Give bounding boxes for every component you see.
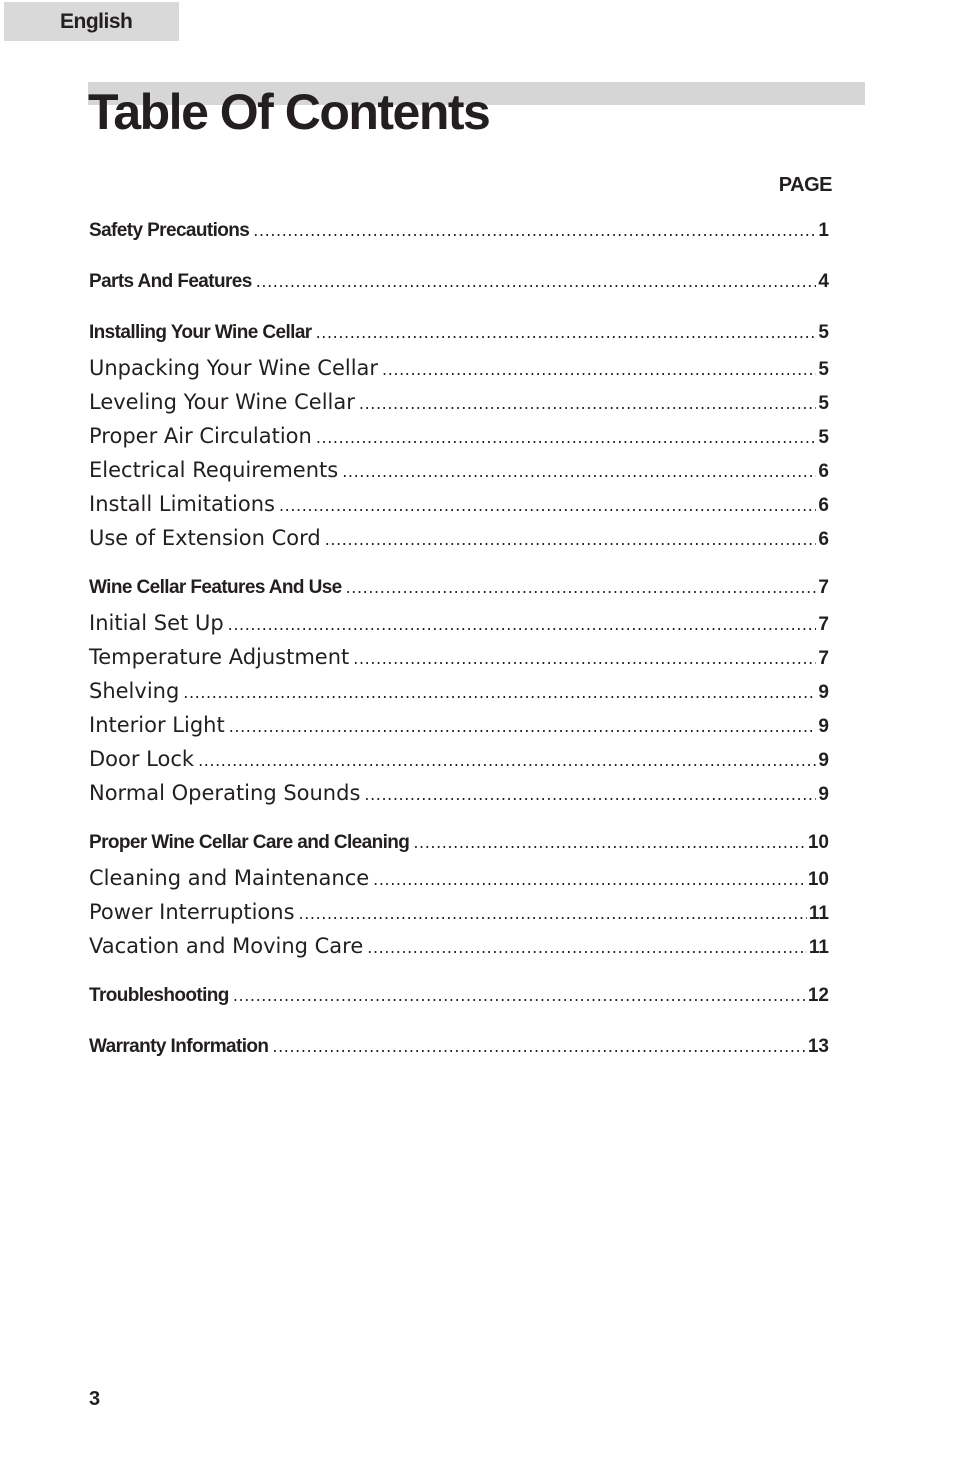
toc-entry[interactable] [89, 577, 829, 611]
toc-entry-label: Troubleshooting [89, 985, 229, 1006]
toc-entry-label: Warranty Information [89, 1036, 269, 1057]
toc-entry-page: 9 [818, 784, 829, 805]
toc-entry[interactable] [89, 526, 829, 560]
toc-entry-label: Installing Your Wine Cellar [89, 322, 312, 343]
toc-entry-page: 11 [808, 903, 829, 924]
dot-leader [342, 462, 816, 481]
toc-entry[interactable] [89, 611, 829, 645]
toc-entry-label: Vacation and Moving Care [89, 934, 364, 958]
toc-entry-label: Shelving [89, 679, 180, 703]
toc-entry-page: 7 [818, 577, 829, 598]
page-number: 3 [89, 1388, 101, 1410]
toc-entry[interactable] [89, 934, 829, 968]
toc-entry-label: Power Interruptions [89, 900, 295, 924]
toc-entry-page: 4 [818, 271, 829, 292]
toc-entry[interactable] [89, 713, 829, 747]
toc-entry-label: Electrical Requirements [89, 458, 339, 482]
toc-entry-page: 6 [818, 529, 829, 550]
toc-entry[interactable] [89, 645, 829, 679]
toc-entry[interactable] [89, 781, 829, 815]
dot-leader [233, 986, 806, 1005]
toc-entry-label: Cleaning and Maintenance [89, 866, 370, 890]
toc-entry-page: 12 [807, 985, 829, 1006]
toc-entry-page: 7 [818, 648, 829, 669]
toc-entry[interactable] [89, 220, 829, 254]
dot-leader [272, 1037, 805, 1056]
toc-entry-page: 9 [818, 682, 829, 703]
toc-entry[interactable] [89, 747, 829, 781]
dot-leader [373, 870, 806, 889]
dot-leader [228, 615, 817, 634]
toc-entry[interactable] [89, 679, 829, 713]
toc-entry-page: 5 [818, 393, 829, 414]
toc-entry-label: Normal Operating Sounds [89, 781, 361, 805]
toc-entry[interactable] [89, 271, 829, 305]
toc-entry-label: Proper Wine Cellar Care and Cleaning [89, 832, 410, 853]
dot-leader [299, 904, 807, 923]
dot-leader [253, 221, 816, 240]
toc-entry-label: Initial Set Up [89, 611, 224, 635]
dot-leader [367, 938, 807, 957]
toc-entry[interactable] [89, 832, 829, 866]
toc-entry-label: Wine Cellar Features And Use [89, 577, 342, 598]
toc-entry-label: Interior Light [89, 713, 225, 737]
dot-leader [229, 717, 817, 736]
toc-entry[interactable] [89, 322, 829, 356]
toc-entry[interactable] [89, 356, 829, 390]
toc-entry-label: Temperature Adjustment [89, 645, 350, 669]
toc-entry-label: Proper Air Circulation [89, 424, 312, 448]
dot-leader [359, 394, 817, 413]
page-column-header: PAGE [778, 174, 832, 196]
toc-entry[interactable] [89, 1036, 829, 1070]
dot-leader [183, 683, 816, 702]
toc-entry-label: Safety Precautions [89, 220, 250, 241]
dot-leader [325, 530, 817, 549]
dot-leader [198, 751, 816, 770]
toc-entry[interactable] [89, 492, 829, 526]
toc-entry-page: 9 [818, 750, 829, 771]
dot-leader [316, 428, 817, 447]
toc-entry[interactable] [89, 424, 829, 458]
toc-entry-page: 9 [818, 716, 829, 737]
toc-entry[interactable] [89, 390, 829, 424]
toc-entry-page: 10 [807, 869, 829, 890]
table-of-contents [89, 220, 829, 1070]
toc-entry-label: Leveling Your Wine Cellar [89, 390, 355, 414]
toc-entry-page: 7 [818, 614, 829, 635]
toc-entry-label: Parts And Features [89, 271, 252, 292]
dot-leader [364, 785, 816, 804]
dot-leader [346, 578, 817, 597]
dot-leader [256, 272, 817, 291]
dot-leader [316, 323, 817, 342]
toc-entry-page: 6 [818, 461, 829, 482]
toc-entry-label: Unpacking Your Wine Cellar [89, 356, 379, 380]
toc-entry-page: 11 [808, 937, 829, 958]
page-title: Table Of Contents [88, 84, 490, 140]
toc-entry-page: 1 [818, 220, 829, 241]
dot-leader [353, 649, 816, 668]
toc-entry[interactable] [89, 900, 829, 934]
toc-entry-page: 13 [807, 1036, 829, 1057]
toc-entry-page: 5 [818, 427, 829, 448]
toc-entry-label: Install Limitations [89, 492, 275, 516]
toc-entry-label: Use of Extension Cord [89, 526, 321, 550]
dot-leader [279, 496, 816, 515]
dot-leader [382, 360, 816, 379]
toc-entry[interactable] [89, 458, 829, 492]
dot-leader [413, 833, 806, 852]
language-tab: English [4, 2, 179, 41]
toc-entry-page: 5 [818, 359, 829, 380]
toc-entry-page: 6 [818, 495, 829, 516]
toc-entry[interactable] [89, 866, 829, 900]
toc-entry-page: 5 [818, 322, 829, 343]
toc-entry-page: 10 [807, 832, 829, 853]
toc-entry-label: Door Lock [89, 747, 195, 771]
toc-entry[interactable] [89, 985, 829, 1019]
